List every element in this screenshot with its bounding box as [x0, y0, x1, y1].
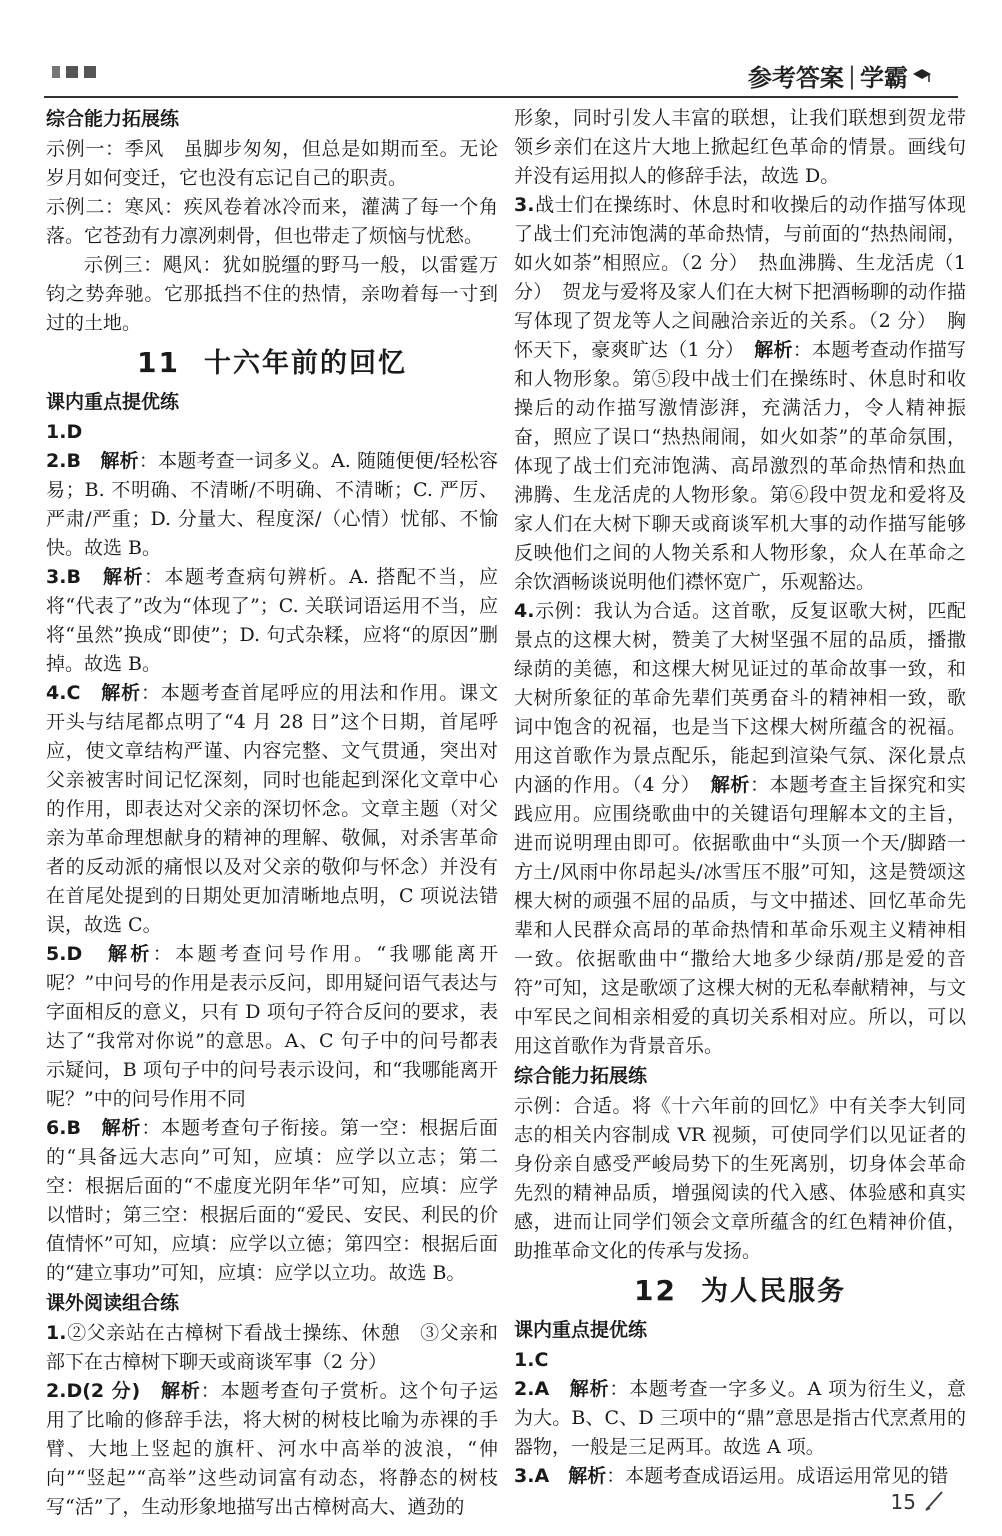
right-column: [514, 104, 966, 1491]
explanation-continued: 形象，同时引发人丰富的联想，让我们联想到贺龙带领乡亲们在这片大地上掀起红色革命的情景。画线句并没有运用拟人的修辞手法，故选 D。: [514, 107, 966, 187]
header-rule: [44, 96, 958, 98]
section-title: 课内重点提优练: [514, 1319, 648, 1341]
explanation-text: ：本题考查动作描写和人物形象。第⑤段中战士们在操练时、休息时和收操后的动作描写激情澎湃，充满活力，令人精神振奋，照应了误口“热热闹闹，如火如荼”的革命氛围，体现了战士们充沛饱满、高昂激烈的革命热情和热血沸腾、生龙活虎的人物形象。第⑥段中贺龙和爱将及家人们在大树下聊天或商谈军机大事的动作描写能够反映他们之间的人物关系和人物形象，众人在革命之余饮酒畅谈说明他们襟怀宽广，乐观豁达。: [514, 339, 966, 593]
example-paragraph: 示例三：飓风：犹如脱缰的野马一般，以雷霆万钧之势奔驰。它那抵挡不住的热情，亲吻着每一寸到过的土地。: [46, 254, 498, 334]
lesson-title: 为人民服务: [700, 1276, 846, 1307]
answer-item: [514, 1375, 966, 1462]
explanation-label: 解析: [101, 682, 141, 704]
page-number: 15: [890, 1490, 916, 1514]
answer-item: [46, 447, 498, 563]
answer-choice: B: [66, 450, 81, 472]
section-title: 课内重点提优练: [46, 391, 180, 413]
answer-choice: C: [66, 682, 81, 704]
explanation-label: 解析: [754, 339, 793, 361]
answer-item: [46, 418, 498, 447]
answer-number: 1.: [514, 1349, 535, 1371]
explanation-text: ：本题考查问号作用。“我哪能离开呢？”中问号的作用是表示反问，即用疑问语气表达与字面相反的意义，只有 D 项句子符合反问的要求，表达了“我常对你说”的意思。A、C 句子中的问号都表示疑问，B 项句子中的问号表示设问，和“我哪能离开呢？”中的问号作用不同: [46, 943, 498, 1110]
answer-item: [46, 563, 498, 679]
section-title: 课外阅读组合练: [46, 1292, 180, 1314]
answer-text: ②父亲站在古樟树下看战士操练、休憩 ③父亲和部下在古樟树下聊天或商谈军事（2 分）: [46, 1322, 498, 1373]
answer-number: 4.: [514, 600, 535, 622]
answer-number: 3.: [514, 194, 535, 216]
answer-item: [514, 1462, 966, 1491]
header-marker: [66, 66, 78, 78]
answer-item: [46, 1114, 498, 1288]
answer-text: 示例：我认为合适。这首歌，反复讴歌大树，匹配景点的这棵大树，赞美了大树坚强不屈的品质，播撒绿荫的美德，和这棵大树见证过的革命故事一致，和大树所象征的革命先辈们英勇奋斗的精神相一致，歌词中饱含的祝福，也是当下这棵大树所蕴含的祝福。用这首歌作为景点配乐，能起到渲染气氛、深化景点内涵的作用。（4 分）: [514, 600, 966, 796]
example-paragraph: 示例一：季风 虽脚步匆匆，但总是如期而至。无论岁月如何变迁，它也没有忘记自己的职责。: [46, 138, 498, 189]
answer-item: [46, 940, 498, 1114]
graduation-cap-icon: [912, 68, 932, 84]
answer-choice: A: [534, 1465, 550, 1487]
answer-item: [514, 597, 966, 1061]
explanation-label: 解析: [100, 450, 139, 472]
answer-number: 6.: [46, 1117, 67, 1139]
explanation-label: 解析: [101, 1117, 142, 1139]
header-marker: [52, 66, 60, 78]
answer-choice: B: [66, 566, 81, 588]
answer-choice: D: [66, 421, 83, 443]
header-marker: [84, 66, 96, 78]
answer-number: 5.: [46, 943, 67, 965]
header-title: 参考答案: [747, 64, 844, 92]
answer-choice: D(2 分): [66, 1380, 141, 1402]
explanation-text: ：本题考查一字多义。A 项为衍生义，意为大。B、C、D 三项中的“鼎”意思是指古代烹煮用的器物，一般是三足两耳。故选 A 项。: [514, 1378, 966, 1458]
explanation-text: ：本题考查首尾呼应的用法和作用。课文开头与结尾都点明了“4 月 28 日”这个日期，首尾呼应，使文章结构严谨、内容完整、文气贯通，突出对父亲被害时间记忆深刻，同时也能起到深化文章中心的作用，即表达对父亲的深切怀念。文章主题（对父亲为革命理想献身的精神的理解、敬佩，对杀害革命者的反动派的痛恨以及对父亲的敬仰与怀念）并没有在首尾处提到的日期处更加清晰地点明，C 项说法错误，故选 C。: [46, 682, 498, 936]
answer-item: [46, 679, 498, 940]
answer-choice: C: [534, 1349, 549, 1371]
answer-number: 2.: [514, 1378, 535, 1400]
explanation-label: 解析: [568, 1465, 607, 1487]
section-title: 综合能力拓展练: [46, 108, 180, 130]
answer-item: [514, 1346, 966, 1375]
explanation-label: 解析: [107, 943, 153, 965]
example-paragraph: 示例：合适。将《十六年前的回忆》中有关李大钊同志的相关内容制成 VR 视频，可使同学们以见证者的身份亲自感受严峻局势下的生死离别，切身体会革命先烈的精神品质，增强阅读的代入感、体验感和真实感，进而让同学们领会文章所蕴含的红色精神价值，助推革命文化的传承与发扬。: [514, 1095, 966, 1262]
lesson-heading: [46, 340, 498, 387]
header-separator: |: [847, 61, 856, 90]
explanation-label: 解析: [710, 774, 751, 796]
answer-number: 1.: [46, 421, 67, 443]
answer-choice: A: [534, 1378, 550, 1400]
answer-number: 2.: [46, 1380, 67, 1402]
explanation-text: ：本题考查一词多义。A. 随随便便/轻松容易；B. 不明确、不清晰/不明确、不清晰；C. 严厉、严肃/严重；D. 分量大、程度深/（心情）忧郁、不愉快。故选 B。: [46, 450, 498, 559]
answer-choice: B: [66, 1117, 81, 1139]
explanation-text: ：本题考查句子赏析。这个句子运用了比喻的修辞手法，将大树的树枝比喻为赤裸的手臂、大地上竖起的旗杆、河水中高举的波浪，“伸向”“竖起”“高举”这些动词富有动态，将静态的树枝写“活”了，生动形象地描写出古樟树高大、遒劲的: [46, 1380, 498, 1518]
explanation-label: 解析: [102, 566, 144, 588]
answer-text: 战士们在操练时、休息时和收操后的动作描写体现了战士们充沛饱满的革命热情，与前面的“热热闹闹，如火如荼”相照应。（2 分） 热血沸腾、生龙活虎（1 分） 贺龙与爱将及家人们在大树下把酒畅聊的动作描写体现了贺龙等人之间融洽亲近的关系。（2 分） 胸怀天下，豪爽旷达（1 分）: [514, 194, 966, 361]
lesson-heading: [514, 1268, 966, 1315]
explanation-text: ：本题考查主旨探究和实践应用。应围绕歌曲中的关键语句理解本文的主旨，进而说明理由即可。依据歌曲中“头顶一个天/脚踏一方土/风雨中你昂起头/冰雪压不服”可知，这是赞颂这棵大树的顽强不屈的品质，与文中描述、回忆革命先辈和人民群众高昂的革命热情和革命乐观主义精神相一致。依据歌曲中“撒给大地多少绿荫/那是爱的音符”可知，这是歌颂了这棵大树的无私奉献精神，与文中军民之间相亲相爱的真切关系相对应。所以，可以用这首歌作为背景音乐。: [514, 774, 966, 1057]
explanation-text: ：本题考查病句辨析。A. 搭配不当，应将“代表了”改为“体现了”；C. 关联词语运用不当，应将“虽然”换成“即使”；D. 句式杂糅，应将“的原因”删掉。故选 B。: [46, 566, 498, 675]
explanation-text: ：本题考查句子衔接。第一空：根据后面的“具备远大志向”可知，应填：应学以立志；第二空：根据后面的“不虚度光阴年华”可知，应填：应学以惜时；第三空：根据后面的“爱民、安民、利民的价值情怀”可知，应填：应学以立德；第四空：根据后面的“建立事功”可知，应填：应学以立功。故选 B。: [46, 1117, 498, 1284]
answer-number: 1.: [46, 1322, 67, 1344]
answer-number: 2.: [46, 450, 67, 472]
example-paragraph: 示例二：寒风：疾风卷着冰冷而来，灌满了每一个角落。它苍劲有力凛冽刺骨，但也带走了烦恼与忧愁。: [46, 196, 498, 247]
explanation-label: 解析: [160, 1380, 201, 1402]
answer-number: 3.: [514, 1465, 535, 1487]
answer-number: 3.: [46, 566, 67, 588]
page-header: [0, 0, 1002, 96]
lesson-number: 11: [137, 346, 180, 379]
left-column: [46, 104, 498, 1522]
answer-item: [514, 191, 966, 597]
header-title-group: [748, 58, 932, 93]
explanation-label: 解析: [569, 1378, 610, 1400]
answer-item: [46, 1377, 498, 1522]
answer-item: [46, 1319, 498, 1377]
lesson-number: 12: [634, 1274, 677, 1307]
section-title: 综合能力拓展练: [514, 1065, 648, 1087]
header-brand: 学霸: [860, 64, 908, 92]
pencil-icon: [922, 1488, 948, 1514]
explanation-text: ：本题考查成语运用。成语运用常见的错: [606, 1465, 949, 1487]
answer-number: 4.: [46, 682, 67, 704]
lesson-title: 十六年前的回忆: [203, 348, 407, 379]
answer-choice: D: [66, 943, 83, 965]
